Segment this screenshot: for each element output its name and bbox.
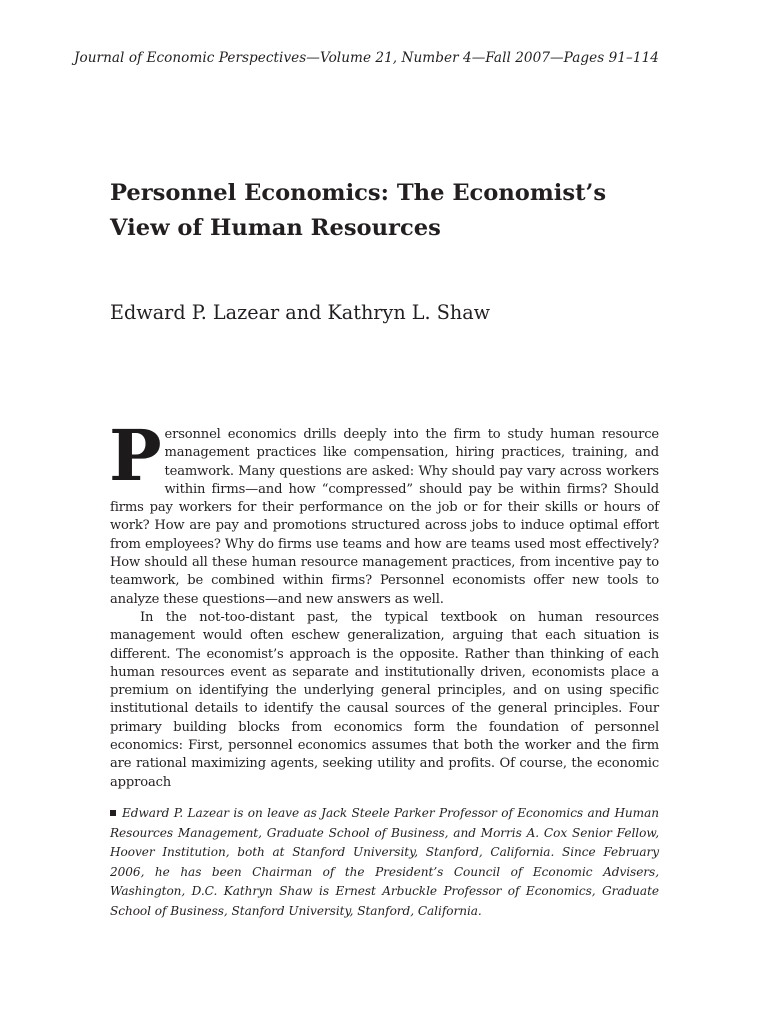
article-title (110, 176, 659, 246)
square-bullet-icon (110, 810, 116, 816)
title-line-1: Personnel Economics: The Economist’s (110, 180, 607, 206)
author-line: Edward P. Lazear and Kathryn L. Shaw (110, 301, 491, 324)
title-line-2: View of Human Resources (110, 215, 441, 241)
running-head: Journal of Economic Perspectives—Volume 21, Number 4—Fall 2007—Pages 91–114 (74, 50, 659, 66)
author-footnote (110, 804, 659, 922)
drop-cap: P (109, 414, 162, 497)
body-paragraph-1 (109, 414, 659, 609)
body-paragraph-2: In the not-too-distant past, the typical textbook on human resources management would often eschew generalization, arguing that each situation is different. The economist’s approach is the opposite. Rather than thinking of each human resources event as separate and institutionally driven, economists place a premium on identifying the underlying general principles, and on using specific institutional details to identify the causal sources of the general principles. Four primary building blocks from economics form the foundation of personnel economics: First, personnel economics assumes that both the worker and the firm are rational maximizing agents, seeking utility and profits. Of course, the economic approach (110, 609, 659, 790)
article-page (74, 0, 659, 1024)
footnote-text: Edward P. Lazear is on leave as Jack Steele Parker Professor of Economics and Human Resources Management, Graduate School of Business, and Morris A. Cox Senior Fellow, Hoover Institution, both at Stanford University, Stanford, California. Since February 2006, he has been Chairman of the President’s Council of Economic Advisers, Washington, D.C. Kathryn Shaw is Ernest Arbuckle Professor of Economics, Graduate School of Business, Stanford University, Stanford, California. (110, 806, 659, 918)
body-paragraph-1-text: ersonnel economics drills deeply into the firm to study human resource management practices like compensation, hiring practices, training, and teamwork. Many questions are asked: Why should pay vary across workers within firms—and how “compressed” should pay be within firms? Should firms pay workers for their performance on the job or for their skills or hours of work? How are pay and promotions structured across jobs to induce optimal effort from employees? Why do firms use teams and how are teams used most effectively? How should all these human resource management practices, from incentive pay to teamwork, be combined within firms? Personnel economists offer new tools to analyze these questions—and new answers as well. (110, 427, 659, 607)
article-body (109, 414, 659, 792)
